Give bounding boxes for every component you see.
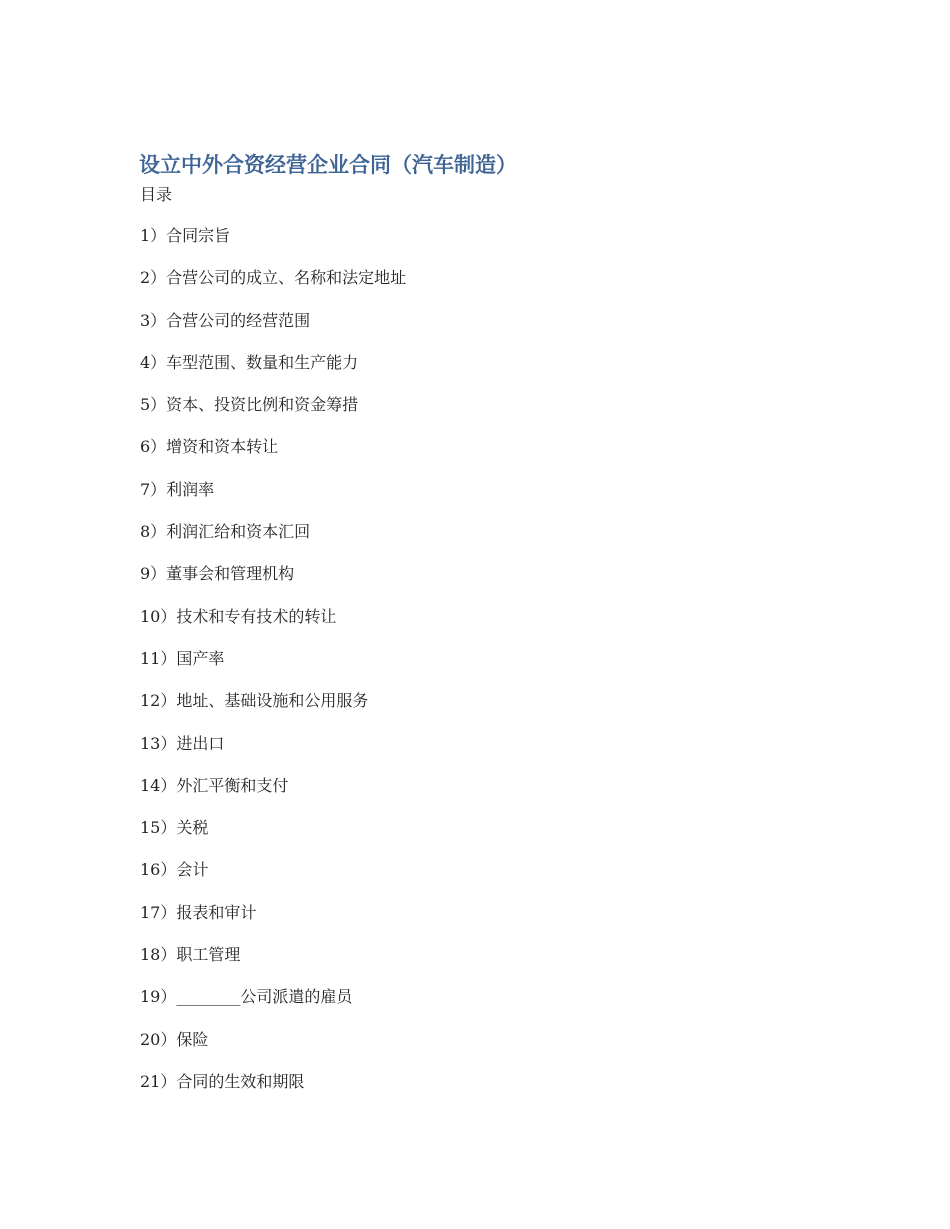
toc-item: 8）利润汇给和资本汇回 xyxy=(140,522,311,542)
toc-item: 12）地址、基础设施和公用服务 xyxy=(140,691,369,711)
toc-item: 17）报表和审计 xyxy=(140,902,257,922)
toc-item: 10）技术和专有技术的转让 xyxy=(140,606,337,626)
toc-item: 7）利润率 xyxy=(140,479,215,499)
toc-item: 6）增资和资本转让 xyxy=(140,437,279,457)
toc-item: 5）资本、投资比例和资金筹措 xyxy=(140,395,359,415)
toc-item: 3）合营公司的经营范围 xyxy=(140,310,311,330)
toc-item: 9）董事会和管理机构 xyxy=(140,564,295,584)
toc-item: 19）________公司派遣的雇员 xyxy=(140,987,353,1007)
toc-item: 11）国产率 xyxy=(140,648,225,668)
toc-item: 14）外汇平衡和支付 xyxy=(140,775,289,795)
toc-item: 2）合营公司的成立、名称和法定地址 xyxy=(140,268,407,288)
toc-item: 4）车型范围、数量和生产能力 xyxy=(140,352,359,372)
toc-item: 21）合同的生效和期限 xyxy=(140,1071,305,1091)
table-of-contents xyxy=(140,225,406,1113)
toc-item: 15）关税 xyxy=(140,818,209,838)
document-title: 设立中外合资经营企业合同（汽车制造） xyxy=(139,153,517,177)
toc-item: 16）会计 xyxy=(140,860,209,880)
toc-item: 13）进出口 xyxy=(140,733,225,753)
toc-item: 1）合同宗旨 xyxy=(140,226,231,245)
toc-heading: 目录 xyxy=(140,185,173,204)
toc-item: 20）保险 xyxy=(140,1029,209,1049)
toc-item: 18）职工管理 xyxy=(140,945,241,965)
